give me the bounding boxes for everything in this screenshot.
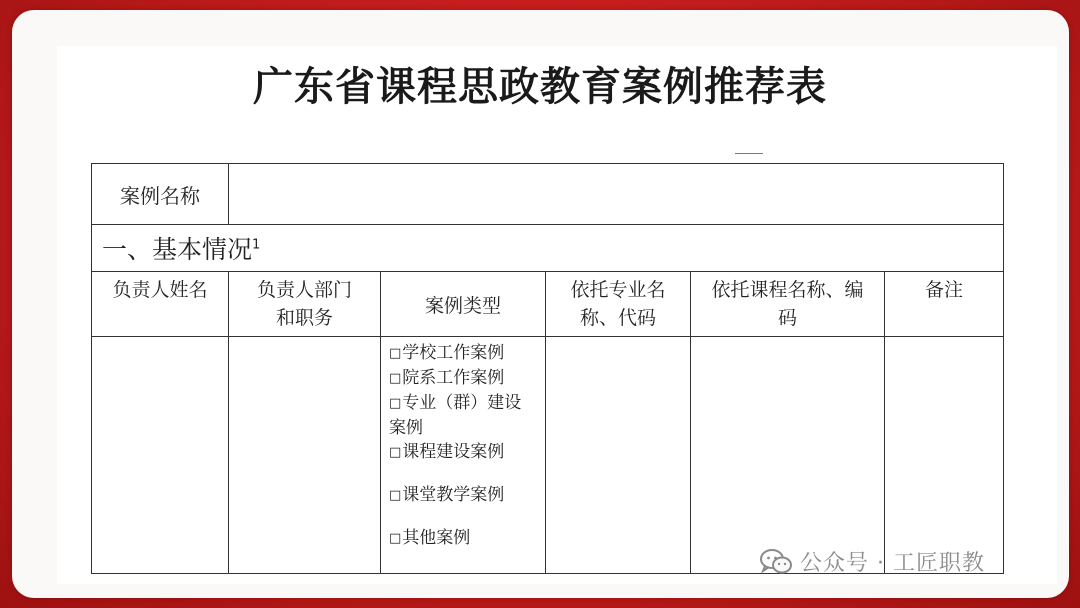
watermark-text: 公众号 · 工匠职教 [800,551,985,576]
case-type-option[interactable] [389,366,545,391]
header-line: 负责人姓名 [112,279,208,301]
checkbox-icon[interactable]: □ [389,396,402,411]
header-line: 负责人部门 [256,279,352,301]
case-name-row [92,164,1004,225]
checkbox-icon[interactable]: □ [389,346,402,361]
case-type-option[interactable] [389,526,545,551]
option-label: 专业（群）建设 [402,393,522,413]
case-type-option[interactable] [389,391,545,416]
checkbox-icon[interactable]: □ [389,371,402,386]
column-header-case-type [381,272,546,337]
column-header-major [546,272,691,337]
option-label: 课堂教学案例 [402,485,505,505]
checkbox-icon[interactable]: □ [389,445,402,460]
header-line: 称、代码 [579,307,656,329]
header-line: 和职务 [275,307,333,329]
scan-mark [735,153,763,154]
header-line: 案例类型 [424,295,501,317]
section-row [92,225,1004,272]
column-header-owner-dept [229,272,381,337]
case-type-option[interactable] [389,440,545,465]
section-title: 一、基本情况 [102,235,253,264]
case-type-option[interactable] [389,341,545,366]
major-cell [546,337,691,574]
header-line: 依托专业名 [570,279,666,301]
remarks-cell [885,337,1004,574]
option-label-continued: 案例 [389,418,423,438]
header-line: 码 [777,307,797,329]
header-line: 依托课程名称、编 [711,279,864,301]
option-label: 课程建设案例 [402,442,505,462]
checkbox-icon[interactable]: □ [389,488,402,503]
owner-dept-cell [229,337,381,574]
recommendation-form-table [91,163,1004,574]
header-row [92,272,1004,337]
case-name-label: 案例名称 [92,164,229,225]
watermark [760,546,985,577]
table-row [92,337,1004,574]
checkbox-icon[interactable]: □ [389,531,402,546]
option-label: 其他案例 [402,528,471,548]
footnote-marker: 1 [252,237,261,253]
section-heading [92,225,1004,272]
course-cell [691,337,885,574]
owner-name-cell [92,337,229,574]
document-title: 广东省课程思政教育案例推荐表 [253,64,827,110]
header-line: 备注 [925,279,964,301]
column-header-owner-name [92,272,229,337]
case-name-field [229,164,1004,225]
column-header-course [691,272,885,337]
option-label: 院系工作案例 [402,368,505,388]
option-label: 学校工作案例 [402,343,505,363]
column-header-remarks [885,272,1004,337]
case-type-options [381,337,546,574]
case-type-option[interactable] [389,483,545,508]
wechat-icon [760,549,792,575]
